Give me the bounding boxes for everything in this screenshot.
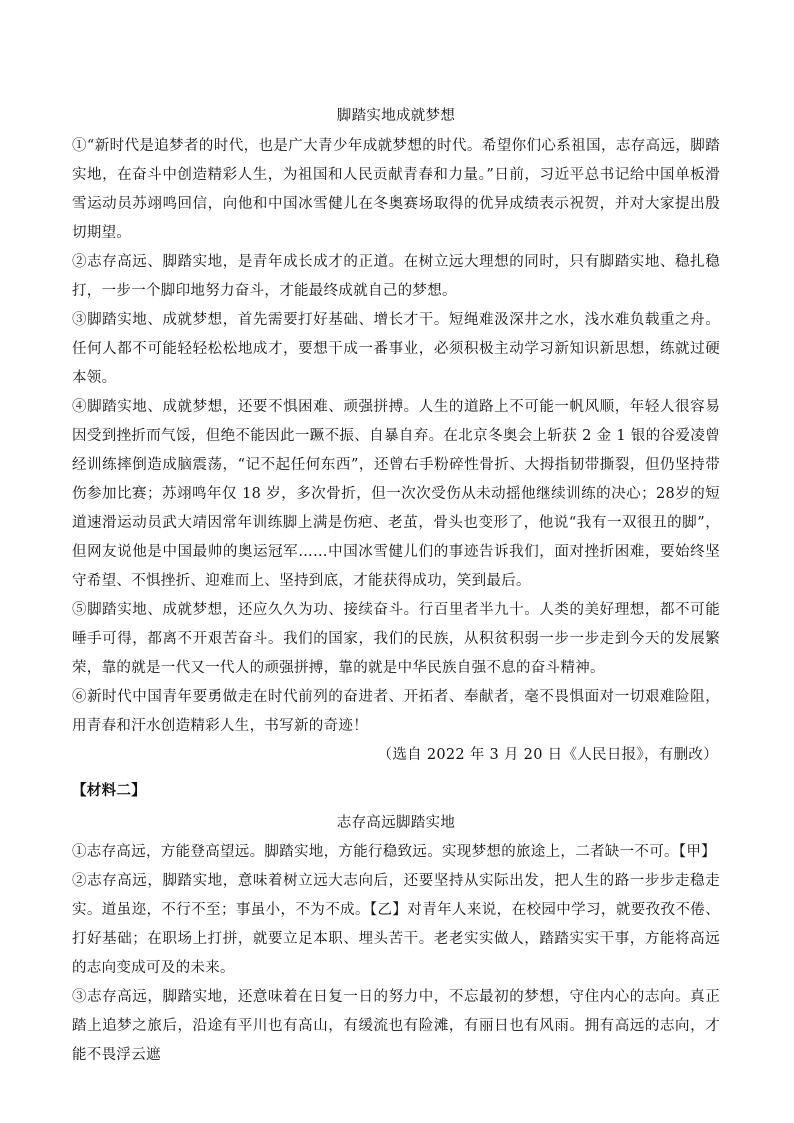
material-title: 志存高远脚踏实地 bbox=[336, 815, 456, 831]
material-paragraph-3: ③志存高远，脚踏实地，还意味着在日复一日的努力中，不忘最初的梦想，守住内心的志向。真正踏上追梦之旅后，沿途有平川也有高山，有缓流也有险滩，有丽日也有风雨。拥有高远的志向，才能不畏浮云遮 bbox=[72, 989, 720, 1063]
material-paragraph-1: ①志存高远，方能登高望远。脚踏实地，方能行稳致远。实现梦想的旅途上，二者缺一不可。【甲】 bbox=[72, 844, 716, 860]
material-paragraph-2: ②志存高远，脚踏实地，意味着树立远大志向后，还要坚持从实际出发，把人生的路一步步走稳走实。道虽迩，不行不至；事虽小，不为不成。【乙】对青年人来说，在校园中学习，就要孜孜不倦、打好基础；在职场上打拼，就要立足本职、埋头苦干。老老实实做人，踏踏实实干事，方能将高远的志向变成可及的未来。 bbox=[72, 873, 720, 976]
article-source: （选自 2022 年 3 月 20 日《人民日报》，有删改） bbox=[377, 747, 718, 763]
article-paragraph-4: ④脚踏实地、成就梦想，还要不惧困难、顽强拼搏。人生的道路上不可能一帆风顺，年轻人很容易因受到挫折而气馁，但绝不能因此一蹶不振、自暴自弃。在北京冬奥会上斩获 2 金 1 银的谷爱凌曾经训练摔倒造成脑震荡，“记不起任何东西”，还曾右手粉碎性骨折、大拇指韧带撕裂，但仍坚持带伤参加比赛；苏翊鸣年仅 18 岁，多次骨折，但一次次受伤从未动摇他继续训练的决心；28岁的短道速滑运动员武大靖因常年训练脚上满是伤疤、老茧，骨头也变形了，他说“我有一双很丑的脚”，但网友说他是中国最帅的奥运冠军……中国冰雪健儿们的事迹告诉我们，面对挫折困难，要始终坚守希望、不惧挫折、迎难而上、坚持到底，才能获得成功，笑到最后。 bbox=[72, 399, 720, 589]
article-title: 脚踏实地成就梦想 bbox=[336, 108, 456, 124]
article-paragraph-3: ③脚踏实地、成就梦想，首先需要打好基础、增长才干。短绳难汲深井之水，浅水难负载重之舟。任何人都不可能轻轻松松地成才，要想干成一番事业，必须积极主动学习新知识新思想，练就过硬本领。 bbox=[72, 312, 720, 386]
article-paragraph-6: ⑥新时代中国青年要勇做走在时代前列的奋进者、开拓者、奉献者，毫不畏惧面对一切艰难险阻，用青春和汗水创造精彩人生，书写新的奇迹！ bbox=[72, 689, 720, 734]
article-paragraph-1: ①“新时代是追梦者的时代，也是广大青少年成就梦想的时代。希望你们心系祖国，志存高远，脚踏实地，在奋斗中创造精彩人生，为祖国和人民贡献青春和力量。”日前，习近平总书记给中国单板滑雪运动员苏翊鸣回信，向他和中国冰雪健儿在冬奥赛场取得的优异成绩表示祝贺，并对大家提出殷切期望。 bbox=[72, 138, 720, 241]
material-label: 【材料二】 bbox=[72, 782, 146, 799]
article-paragraph-5: ⑤脚踏实地、成就梦想，还应久久为功、接续奋斗。行百里者半九十。人类的美好理想，都不可能唾手可得，都离不开艰苦奋斗。我们的国家，我们的民族，从积贫积弱一步一步走到今天的发展繁荣，靠的就是一代又一代人的顽强拼搏，靠的就是中华民族自强不息的奋斗精神。 bbox=[72, 602, 720, 676]
document-content bbox=[72, 102, 720, 1070]
article-paragraph-2: ②志存高远、脚踏实地，是青年成长成才的正道。在树立远大理想的同时，只有脚踏实地、稳扎稳打，一步一个脚印地努力奋斗，才能最终成就自己的梦想。 bbox=[72, 254, 720, 299]
